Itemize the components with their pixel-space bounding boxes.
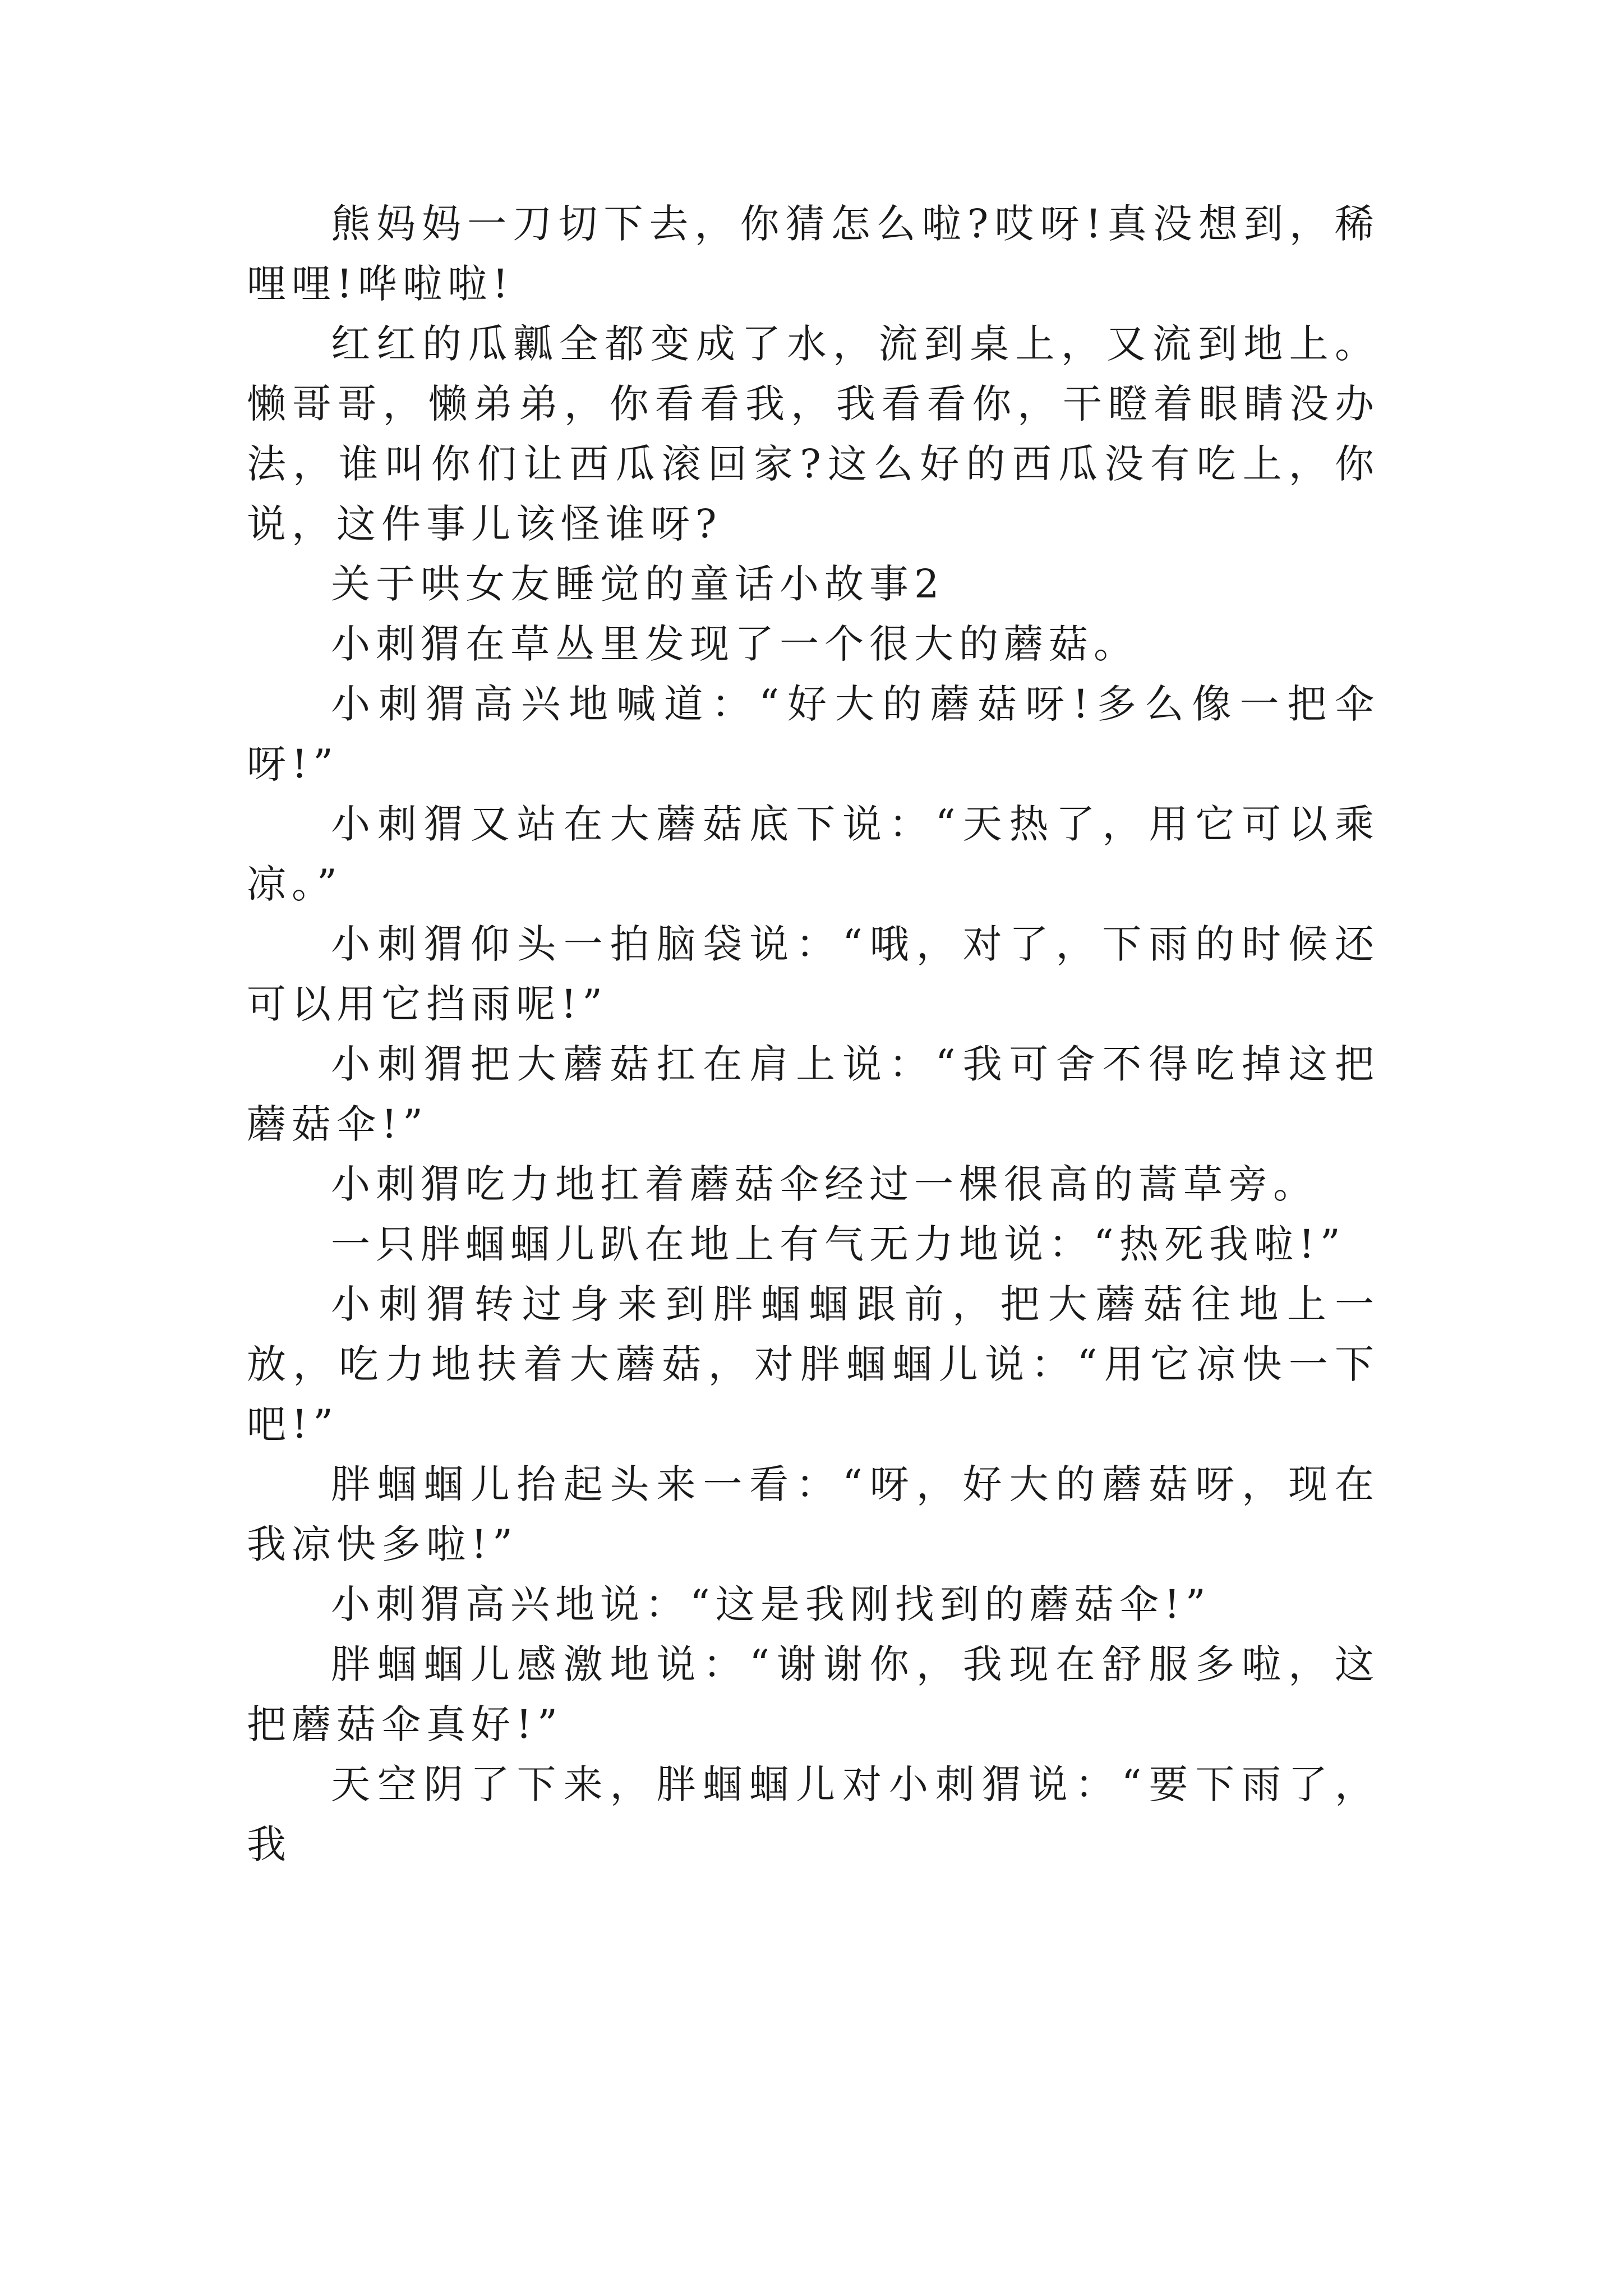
paragraph: 天空阴了下来，胖蝈蝈儿对小刺猬说：“要下雨了，我 <box>247 1761 1380 1867</box>
paragraph: 熊妈妈一刀切下去，你猜怎么啦?哎呀!真没想到，稀哩哩!哗啦啦! <box>247 201 1380 307</box>
paragraph: 红红的瓜瓤全都变成了水，流到桌上，又流到地上。懒哥哥，懒弟弟，你看看我，我看看你，干瞪着眼睛没办法，谁叫你们让西瓜滚回家?这么好的西瓜没有吃上，你说，这件事儿该怪谁呀? <box>247 321 1380 547</box>
paragraph: 小刺猬又站在大蘑菇底下说：“天热了，用它可以乘凉。” <box>247 801 1380 907</box>
section-title: 关于哄女友睡觉的童话小故事2 <box>331 561 945 607</box>
paragraph: 一只胖蝈蝈儿趴在地上有气无力地说：“热死我啦!” <box>331 1221 1346 1267</box>
paragraph: 小刺猬吃力地扛着蘑菇伞经过一棵很高的蒿草旁。 <box>331 1161 1318 1207</box>
paragraph: 小刺猬把大蘑菇扛在肩上说：“我可舍不得吃掉这把蘑菇伞!” <box>247 1041 1380 1147</box>
paragraph: 胖蝈蝈儿感激地说：“谢谢你，我现在舒服多啦，这把蘑菇伞真好!” <box>247 1641 1380 1747</box>
paragraph: 小刺猬仰头一拍脑袋说：“哦，对了，下雨的时候还可以用它挡雨呢!” <box>247 921 1380 1027</box>
paragraph: 小刺猬在草丛里发现了一个很大的蘑菇。 <box>331 621 1138 667</box>
paragraph: 小刺猬转过身来到胖蝈蝈跟前，把大蘑菇往地上一放，吃力地扶着大蘑菇，对胖蝈蝈儿说：“用它凉快一下吧!” <box>247 1281 1380 1447</box>
story-text <box>247 194 1380 1875</box>
paragraph: 小刺猬高兴地喊道：“好大的蘑菇呀!多么像一把伞呀!” <box>247 681 1380 787</box>
paragraph: 胖蝈蝈儿抬起头来一看：“呀，好大的蘑菇呀，现在我凉快多啦!” <box>247 1461 1380 1567</box>
paragraph: 小刺猬高兴地说：“这是我刚找到的蘑菇伞!” <box>331 1581 1211 1627</box>
